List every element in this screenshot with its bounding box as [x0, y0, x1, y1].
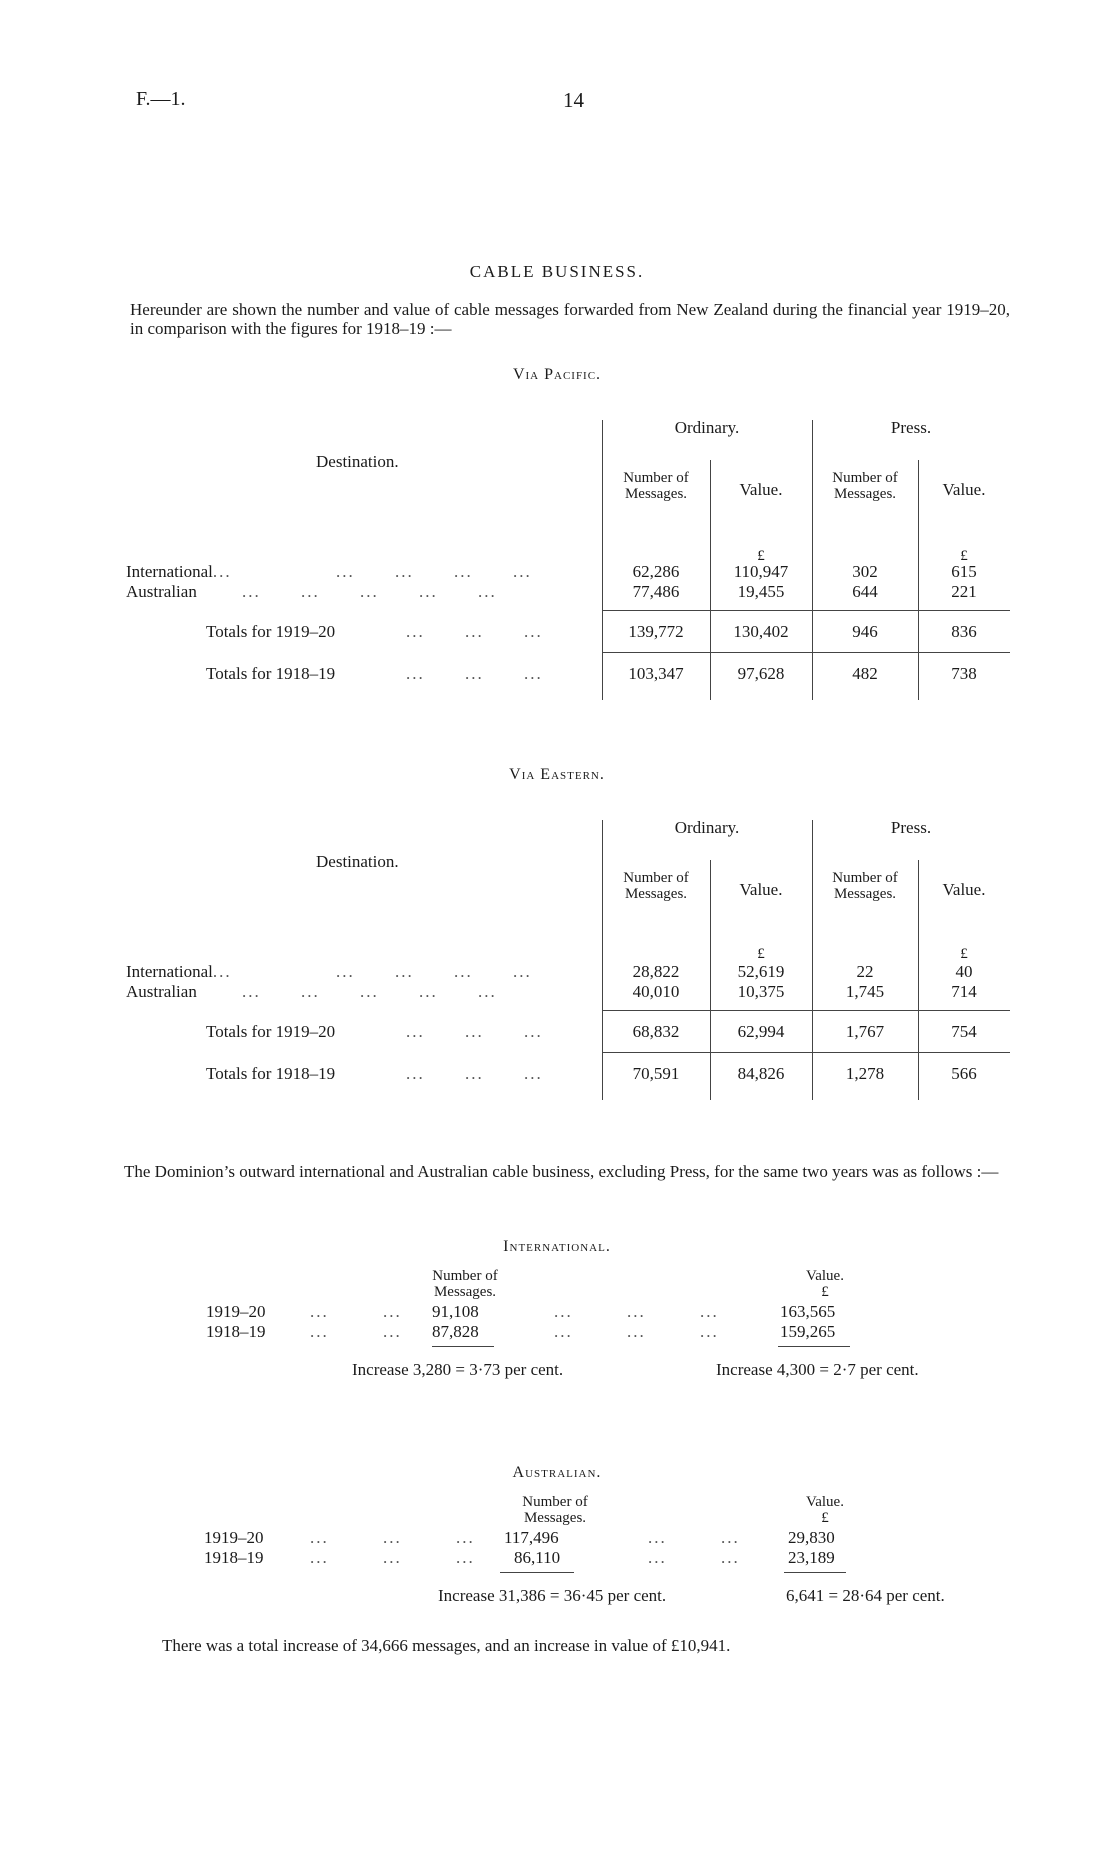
cell-ord-value: 10,375 [737, 982, 785, 1001]
heading-text: International. [503, 1238, 611, 1255]
table-via-eastern [126, 810, 1010, 1110]
pound-sign: £ [757, 548, 765, 564]
leader-dots: ... ... ... [406, 1022, 543, 1041]
cell-press-value: 40 [955, 962, 973, 981]
table-caption-eastern [0, 766, 1114, 784]
column-rule [602, 420, 603, 700]
cell-number: 87,828 [432, 1322, 479, 1341]
cell-press-value: 738 [951, 664, 977, 683]
cell-press-number: 1,745 [845, 982, 885, 1001]
caption-text: Via Eastern. [509, 766, 605, 783]
col-ord-value-header: Value. [739, 480, 783, 499]
leader-dots: ... ... ... [406, 664, 543, 683]
col-number-header: Number of Messages. [432, 1268, 498, 1300]
cell-press-value: 566 [951, 1064, 977, 1083]
leader-dots: ... ... [648, 1548, 740, 1567]
dominion-paragraph: The Dominion’s outward international and Australian cable business, excluding Press, for the same two years was as follows :— [124, 1162, 999, 1181]
australian-heading [0, 1464, 1114, 1482]
cell-value: 29,830 [788, 1528, 835, 1547]
cell-press-value: 836 [951, 622, 977, 641]
sum-rule [432, 1346, 494, 1347]
cell-ord-number: 139,772 [628, 622, 684, 641]
leader-dots: ... ... ... [406, 622, 543, 641]
year-label: 1918–19 [204, 1548, 264, 1567]
totals-label: Totals for 1919–20 [206, 1022, 336, 1041]
leader-dots: ... ... ... ... ... [242, 582, 497, 601]
cell-ord-value: 97,628 [737, 664, 785, 683]
increase-value: 6,641 = 28·64 per cent. [786, 1586, 945, 1605]
cell-ord-number: 62,286 [632, 562, 680, 581]
row-rule [602, 652, 1010, 653]
cell-ord-value: 110,947 [733, 562, 789, 581]
leader-dots: ... ... ... [406, 1064, 543, 1083]
row-label: Australian [126, 982, 197, 1001]
cell-press-value: 714 [951, 982, 977, 1001]
cell-press-number: 22 [856, 962, 874, 981]
cell-ord-number: 40,010 [632, 982, 680, 1001]
column-rule [812, 820, 813, 1100]
cell-press-value: 615 [951, 562, 977, 581]
cell-ord-value: 130,402 [733, 622, 789, 641]
year-label: 1918–19 [206, 1322, 266, 1341]
pound-sign: £ [821, 1284, 829, 1300]
row-label: International... [126, 562, 232, 581]
leader-dots: ... ... [648, 1528, 740, 1547]
totals-label: Totals for 1918–19 [206, 1064, 336, 1083]
column-rule [710, 860, 711, 1100]
cell-ord-value: 19,455 [737, 582, 785, 601]
cell-ord-number: 103,347 [628, 664, 684, 683]
cell-press-number: 482 [852, 664, 878, 683]
totals-label: Totals for 1919–20 [206, 622, 336, 641]
sum-rule [778, 1346, 850, 1347]
section-title: CABLE BUSINESS. [469, 262, 645, 281]
caption-text: Via Pacific. [512, 366, 602, 383]
col-press-value-header: Value. [942, 880, 986, 899]
cell-press-number: 302 [852, 562, 878, 581]
cell-press-number: 946 [852, 622, 878, 641]
cell-ord-value: 84,826 [737, 1064, 785, 1083]
year-label: 1919–20 [204, 1528, 264, 1547]
increase-number: Increase 31,386 = 36·45 per cent. [438, 1586, 667, 1605]
leader-dots: ... ... ... [554, 1302, 719, 1321]
col-value-header: Value. [806, 1494, 844, 1510]
cell-press-number: 1,278 [845, 1064, 885, 1083]
col-value-header: Value. [806, 1268, 844, 1284]
pound-sign: £ [821, 1510, 829, 1526]
table-via-pacific [126, 410, 1010, 710]
closing-sentence: There was a total increase of 34,666 messages, and an increase in value of £10,941. [162, 1636, 731, 1655]
cell-ord-number: 70,591 [632, 1064, 680, 1083]
cell-number: 91,108 [432, 1302, 479, 1321]
col-press-value-header: Value. [942, 480, 986, 499]
group-press-header: Press. [890, 418, 932, 437]
totals-label: Totals for 1918–19 [206, 664, 336, 683]
row-rule [602, 1052, 1010, 1053]
cell-ord-number: 68,832 [632, 1022, 680, 1041]
leader-dots: ... ... ... [554, 1322, 719, 1341]
column-rule [918, 860, 919, 1100]
cell-press-value: 221 [951, 582, 977, 601]
leader-dots: ... ... ... [310, 1548, 475, 1567]
leader-dots: ... ... [310, 1302, 402, 1321]
leader-dots: ... ... ... [310, 1528, 475, 1547]
cell-ord-value: 52,619 [737, 962, 785, 981]
cell-value: 23,189 [788, 1548, 835, 1567]
cell-press-value: 754 [951, 1022, 977, 1041]
cell-ord-number: 77,486 [632, 582, 680, 601]
sum-rule [500, 1572, 574, 1573]
cell-ord-value: 62,994 [737, 1022, 785, 1041]
increase-number: Increase 3,280 = 3·73 per cent. [352, 1360, 564, 1379]
column-rule [710, 460, 711, 700]
column-rule [812, 420, 813, 700]
col-ord-number-header: Number of Messages. [623, 470, 689, 502]
cell-value: 159,265 [780, 1322, 836, 1341]
cell-ord-number: 28,822 [632, 962, 680, 981]
increase-value: Increase 4,300 = 2·7 per cent. [716, 1360, 919, 1379]
page-number: 14 [563, 88, 584, 112]
leader-dots: ... ... ... ... [336, 962, 532, 981]
year-label: 1919–20 [206, 1302, 266, 1321]
row-rule [602, 610, 1010, 611]
cell-number: 117,496 [504, 1528, 559, 1547]
leader-dots: ... ... ... ... [336, 562, 532, 581]
leader-dots: ... ... [310, 1322, 402, 1341]
col-press-number-header: Number of Messages. [832, 470, 898, 502]
col-destination-header: Destination. [316, 852, 399, 871]
page-reference: F.—1. [136, 88, 186, 110]
cell-press-number: 1,767 [845, 1022, 885, 1041]
column-rule [602, 820, 603, 1100]
cell-value: 163,565 [780, 1302, 836, 1321]
pound-sign: £ [960, 548, 968, 564]
intro-paragraph: Hereunder are shown the number and value of cable messages forwarded from New Zealand during the financial year 1919–20, in comparison with the figures for 1918–19 :— [130, 300, 1010, 338]
cell-press-number: 644 [852, 582, 878, 601]
row-rule [602, 1010, 1010, 1011]
row-label: International... [126, 962, 232, 981]
cell-number: 86,110 [514, 1548, 561, 1567]
heading-text: Australian. [512, 1464, 602, 1481]
group-ordinary-header: Ordinary. [674, 818, 740, 837]
col-number-header: Number of Messages. [522, 1494, 588, 1526]
col-press-number-header: Number of Messages. [832, 870, 898, 902]
group-press-header: Press. [890, 818, 932, 837]
row-label: Australian [126, 582, 197, 601]
sum-rule [784, 1572, 846, 1573]
pound-sign: £ [757, 946, 765, 962]
group-ordinary-header: Ordinary. [674, 418, 740, 437]
leader-dots: ... ... ... ... ... [242, 982, 497, 1001]
table-caption-pacific [0, 366, 1114, 384]
col-ord-value-header: Value. [739, 880, 783, 899]
pound-sign: £ [960, 946, 968, 962]
col-ord-number-header: Number of Messages. [623, 870, 689, 902]
col-destination-header: Destination. [316, 452, 399, 471]
column-rule [918, 460, 919, 700]
international-heading [0, 1238, 1114, 1256]
